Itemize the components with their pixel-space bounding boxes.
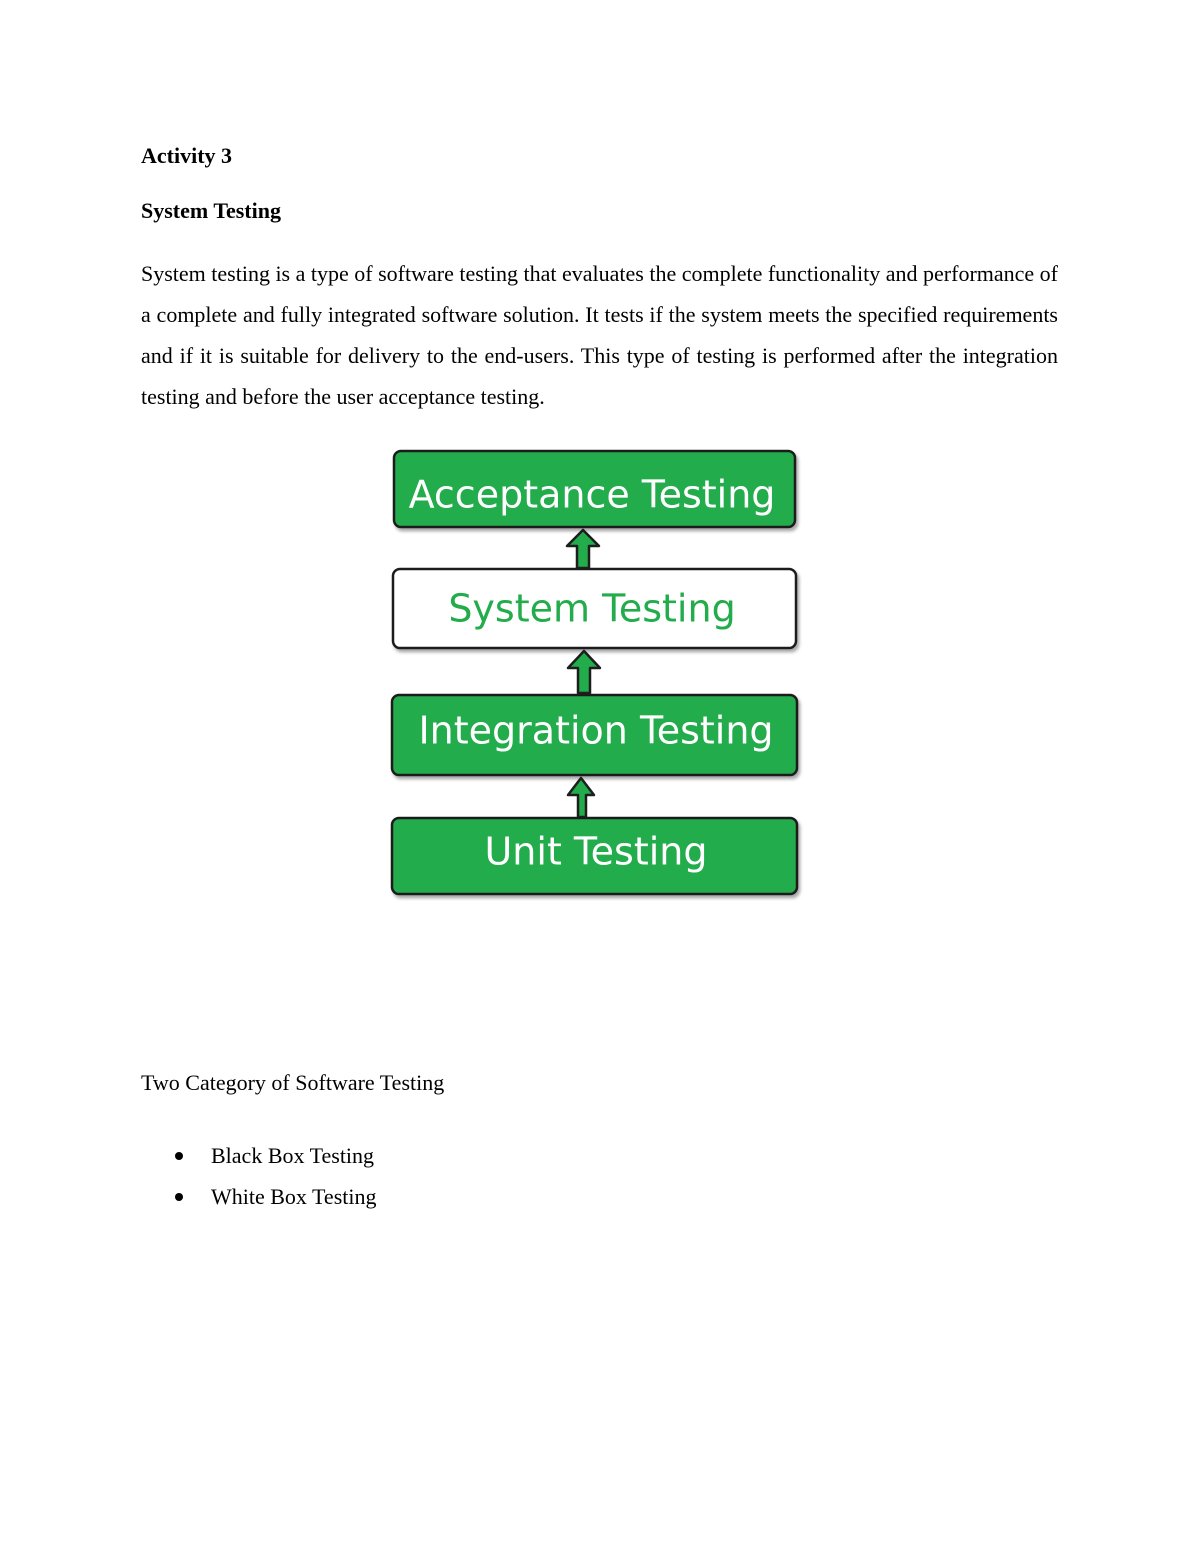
- arrow-up-icon: [568, 778, 594, 817]
- testing-levels-diagram: [380, 440, 810, 910]
- system-testing-description: System testing is a type of software testing that evaluates the complete functionality and performance of a complete and fully integrated software solution. It tests if the system meets the specified requirements and if it is suitable for delivery to the end-users. This type of testing is performed after the integration testing and before the user acceptance testing.: [141, 261, 1058, 409]
- acceptance-testing-label: Acceptance Testing: [408, 472, 776, 517]
- section-heading: System Testing: [141, 198, 281, 223]
- bullet-icon: [175, 1152, 183, 1160]
- list-item: [141, 1176, 376, 1217]
- categories-title: Two Category of Software Testing: [141, 1070, 445, 1095]
- categories-list: [141, 1135, 376, 1217]
- system-testing-label: System Testing: [448, 586, 736, 631]
- list-item-label: White Box Testing: [211, 1184, 377, 1209]
- arrow-up-icon: [568, 651, 600, 693]
- activity-heading: Activity 3: [141, 143, 233, 168]
- list-item-label: Black Box Testing: [211, 1143, 375, 1168]
- bullet-icon: [175, 1193, 183, 1201]
- arrow-up-icon: [567, 530, 599, 568]
- list-item: [141, 1135, 376, 1176]
- unit-testing-label: Unit Testing: [484, 829, 708, 874]
- integration-testing-label: Integration Testing: [418, 708, 774, 753]
